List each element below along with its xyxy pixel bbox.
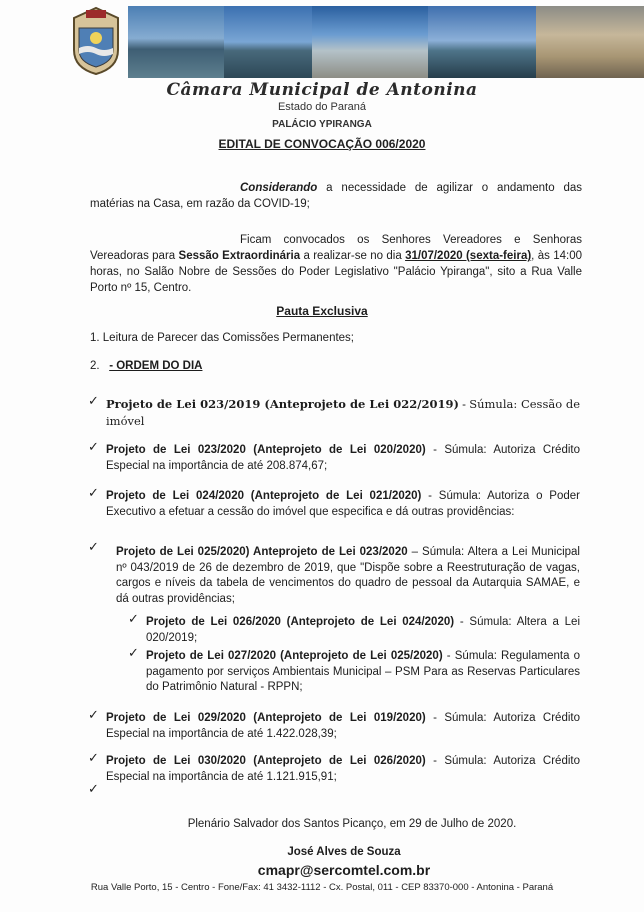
project-separator: - (458, 399, 470, 411)
check-icon: ✓ (128, 612, 139, 627)
project-item (116, 545, 580, 607)
agenda-item-2-number: 2. (90, 360, 100, 372)
project-separator: - (442, 650, 455, 662)
check-icon: ✓ (88, 440, 99, 455)
project-item (106, 711, 580, 742)
check-icon: ✓ (88, 782, 99, 797)
project-separator: - (454, 616, 470, 628)
footer-address: Rua Valle Porto, 15 - Centro - Fone/Fax: 41 3432-1112 - Cx. Postal, 011 - CEP 83370-000 - Antonina - Paraná (90, 882, 554, 893)
project-item (106, 397, 580, 430)
place-date: Plenário Salvador dos Santos Picanço, em 29 de Julho de 2020. (187, 818, 517, 830)
project-title: Projeto de Lei 025/2020) Anteprojeto de Lei 023/2020 (116, 546, 408, 558)
convocation-text-3: , às 14:00 horas, no Salão Nobre de Sessões do Poder Legislativo "Palácio Ypiranga", sito a Rua Valle Porto nº 15, Centro. (90, 250, 582, 294)
project-item (106, 489, 580, 520)
agenda-item-2-label: - ORDEM DO DIA (109, 360, 203, 372)
convocation-text-1: Ficam convocados os Senhores Vereadores e Senhoras Vereadoras para (90, 234, 582, 262)
convocation-paragraph (90, 232, 582, 296)
project-title: Projeto de Lei 030/2020 (Anteprojeto de Lei 026/2020) (106, 755, 426, 767)
header-photo-bay (128, 6, 224, 78)
project-sumula: Súmula: Autoriza Crédito Especial na importância de até 1.422.028,39; (106, 712, 580, 740)
project-separator: – (407, 546, 423, 558)
agenda-heading: Pauta Exclusiva (276, 304, 368, 318)
project-separator: - (425, 712, 445, 724)
project-item (106, 754, 580, 785)
contact-email: cmapr@sercomtel.com.br (257, 862, 431, 878)
header-photo-coast (428, 6, 536, 78)
municipal-seal-icon (66, 4, 126, 76)
considerando-text: a necessidade de agilizar o andamento das matérias na Casa, em razão da COVID-19; (90, 182, 582, 210)
project-sumula: Súmula: Cessão de imóvel (106, 397, 580, 428)
project-separator: - (425, 444, 445, 456)
palace-name: PALÁCIO YPIRANGA (272, 119, 372, 130)
session-type: Sessão Extraordinária (178, 250, 301, 262)
project-separator: - (421, 490, 439, 502)
project-item (146, 615, 580, 646)
project-sumula: Súmula: Autoriza o Poder Executivo a efetuar a cessão do imóvel que especifica e dá outras providências: (106, 490, 580, 518)
project-title: Projeto de Lei 024/2020 (Anteprojeto de Lei 021/2020) (106, 490, 422, 502)
project-title: Projeto de Lei 023/2020 (Anteprojeto de Lei 020/2020) (106, 444, 426, 456)
project-sumula: Súmula: Altera a Lei Municipal nº 043/2019 de 26 de dezembro de 2019, que "Dispõe sobre a Reestruturação de vagas, cargos e níveis da tabela de vencimentos do quadro de pessoal da Autarquia SAMAE, e dá outras providências; (116, 546, 580, 605)
chamber-name: Câmara Municipal de Antonina (166, 80, 478, 100)
check-icon: ✓ (88, 486, 99, 501)
header-banner (66, 6, 644, 78)
project-sumula: Súmula: Altera a Lei 020/2019; (146, 616, 580, 644)
header-photo-boulevard (312, 6, 428, 78)
project-sumula: Súmula: Autoriza Crédito Especial na importância de até 208.874,67; (106, 444, 580, 472)
project-title: Projeto de Lei 023/2019 (Anteprojeto de Lei 022/2019) (106, 397, 459, 411)
state-name: Estado do Paraná (277, 101, 367, 113)
project-item (106, 443, 580, 474)
considerando-paragraph (90, 180, 582, 212)
check-icon: ✓ (88, 540, 99, 555)
header-photo-sea (224, 6, 312, 78)
project-title: Projeto de Lei 029/2020 (Anteprojeto de Lei 019/2020) (106, 712, 426, 724)
agenda-item-2 (90, 360, 202, 372)
header-photo-building (536, 6, 644, 78)
check-icon: ✓ (88, 751, 99, 766)
project-sumula: Súmula: Regulamenta o pagamento por serviços Ambientais Municipal – PSM Para as Reservas Particulares do Patrimônio Natural - RPPN; (146, 650, 580, 693)
edital-title: EDITAL DE CONVOCAÇÃO 006/2020 (218, 137, 426, 151)
project-title: Projeto de Lei 026/2020 (Anteprojeto de Lei 024/2020) (146, 616, 455, 628)
considerando-keyword: Considerando (240, 182, 318, 194)
session-date: 31/07/2020 (sexta-feira) (405, 250, 532, 262)
project-separator: - (425, 755, 445, 767)
project-item (146, 649, 580, 696)
agenda-item-1: 1. Leitura de Parecer das Comissões Permanentes; (90, 332, 354, 344)
check-icon: ✓ (88, 708, 99, 723)
signer-name: José Alves de Souza (287, 846, 401, 858)
project-sumula: Súmula: Autoriza Crédito Especial na importância de até 1.121.915,91; (106, 755, 580, 783)
project-title: Projeto de Lei 027/2020 (Anteprojeto de Lei 025/2020) (146, 650, 443, 662)
check-icon: ✓ (88, 394, 99, 409)
convocation-text-2: a realizar-se no dia (300, 250, 406, 262)
check-icon: ✓ (128, 646, 139, 661)
